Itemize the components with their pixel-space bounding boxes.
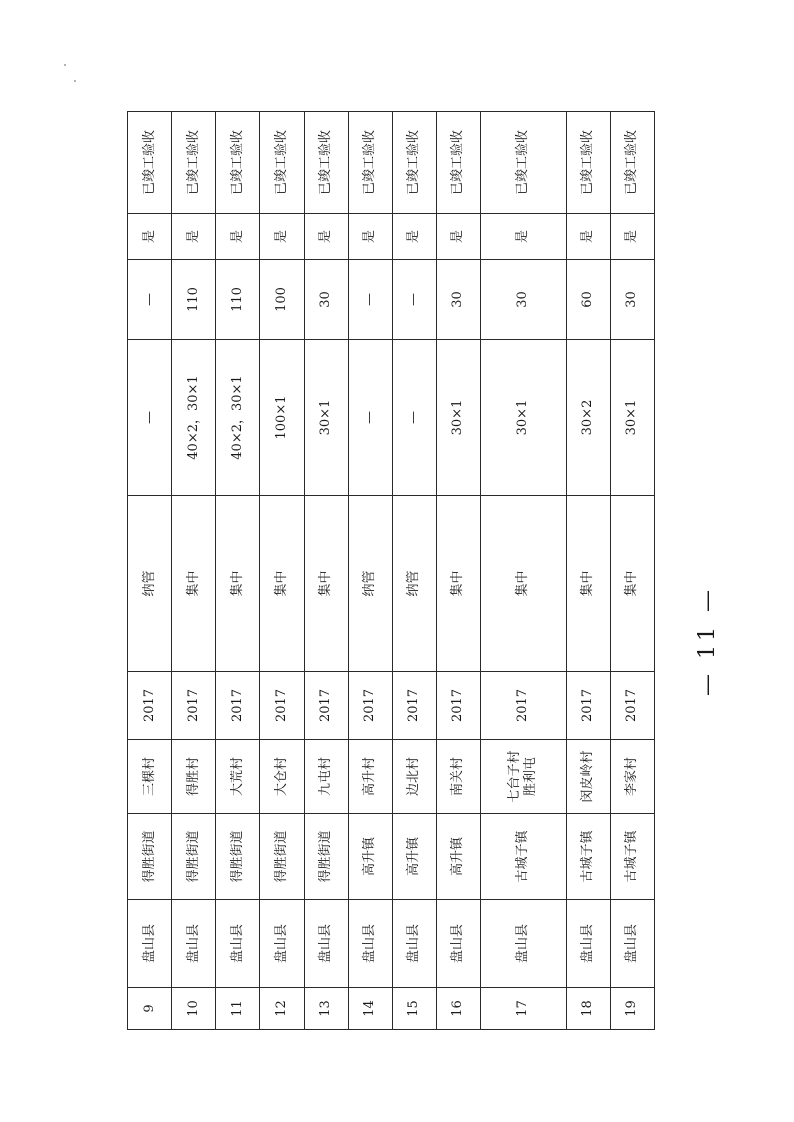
status-cell: 已竣工验收 [436,112,480,214]
status-cell: 已竣工验收 [304,112,348,214]
table-row [566,112,610,1030]
scale-cell: 30×2 [566,340,610,496]
table-row [481,112,567,1030]
flag-cell: 是 [566,214,610,260]
village-line: 七台子村 [507,750,523,803]
capacity-cell: 60 [566,260,610,340]
capacity-cell: 30 [610,260,654,340]
table-row [610,112,654,1030]
village-line: 胜利屯 [523,757,539,797]
row-number-cell: 18 [566,988,610,1030]
mode-cell: 集中 [610,496,654,672]
status-cell: 已竣工验收 [216,112,260,214]
village-cell: 得胜村 [172,740,216,814]
flag-cell: 是 [436,214,480,260]
status-cell: 已竣工验收 [481,112,567,214]
village-cell: 高升村 [348,740,392,814]
capacity-cell: — [128,260,172,340]
scale-cell: 30×1 [610,340,654,496]
page-number-wrapper [688,561,728,721]
capacity-cell: 110 [216,260,260,340]
page-number: — 11 — [695,586,720,696]
capacity-cell: 30 [481,260,567,340]
year-cell: 2017 [566,672,610,740]
town-cell: 高升镇 [392,814,436,900]
flag-cell: 是 [610,214,654,260]
village-cell: 李家村 [610,740,654,814]
capacity-cell: 30 [304,260,348,340]
town-cell: 得胜街道 [260,814,304,900]
scale-cell: 30×1 [481,340,567,496]
table-row [128,112,172,1030]
flag-cell: 是 [128,214,172,260]
county-cell: 盘山县 [566,900,610,988]
county-cell: 盘山县 [260,900,304,988]
mode-cell: 集中 [260,496,304,672]
table-body [128,112,655,1030]
village-cell: 南关村 [436,740,480,814]
row-number-cell: 9 [128,988,172,1030]
flag-cell: 是 [304,214,348,260]
year-cell: 2017 [610,672,654,740]
data-table [127,111,655,1030]
capacity-cell: 100 [260,260,304,340]
scale-cell: 100×1 [260,340,304,496]
flag-cell: 是 [392,214,436,260]
scale-cell: — [348,340,392,496]
year-cell: 2017 [436,672,480,740]
village-cell: 大仓村 [260,740,304,814]
village-cell [481,740,567,814]
mode-cell: 纳管 [392,496,436,672]
county-cell: 盘山县 [304,900,348,988]
table-row [348,112,392,1030]
flag-cell: 是 [348,214,392,260]
table-row [392,112,436,1030]
flag-cell: 是 [481,214,567,260]
year-cell: 2017 [304,672,348,740]
scale-cell: — [128,340,172,496]
year-cell: 2017 [260,672,304,740]
town-cell: 得胜街道 [128,814,172,900]
capacity-cell: — [392,260,436,340]
county-cell: 盘山县 [172,900,216,988]
table-row [172,112,216,1030]
row-number-cell: 19 [610,988,654,1030]
status-cell: 已竣工验收 [348,112,392,214]
year-cell: 2017 [216,672,260,740]
town-cell: 高升镇 [348,814,392,900]
village-cell: 闵皮岭村 [566,740,610,814]
row-number-cell: 13 [304,988,348,1030]
table-row [436,112,480,1030]
capacity-cell: — [348,260,392,340]
scan-speck [74,80,76,82]
town-cell: 高升镇 [436,814,480,900]
status-cell: 已竣工验收 [172,112,216,214]
town-cell: 得胜街道 [216,814,260,900]
county-cell: 盘山县 [392,900,436,988]
year-cell: 2017 [348,672,392,740]
status-cell: 已竣工验收 [610,112,654,214]
year-cell: 2017 [172,672,216,740]
capacity-cell: 110 [172,260,216,340]
year-cell: 2017 [481,672,567,740]
village-cell: 边北村 [392,740,436,814]
mode-cell: 集中 [172,496,216,672]
year-cell: 2017 [392,672,436,740]
town-cell: 古城子镇 [481,814,567,900]
status-cell: 已竣工验收 [260,112,304,214]
town-cell: 古城子镇 [566,814,610,900]
flag-cell: 是 [216,214,260,260]
rotated-table-wrapper [127,112,655,1030]
county-cell: 盘山县 [216,900,260,988]
row-number-cell: 14 [348,988,392,1030]
status-cell: 已竣工验收 [392,112,436,214]
table-row [304,112,348,1030]
capacity-cell: 30 [436,260,480,340]
scale-cell: 40×2，30×1 [216,340,260,496]
mode-cell: 集中 [481,496,567,672]
scale-cell: 40×2，30×1 [172,340,216,496]
mode-cell: 集中 [436,496,480,672]
table-row [216,112,260,1030]
mode-cell: 集中 [304,496,348,672]
county-cell: 盘山县 [610,900,654,988]
county-cell: 盘山县 [481,900,567,988]
scale-cell: 30×1 [304,340,348,496]
mode-cell: 纳管 [128,496,172,672]
village-cell: 三棵村 [128,740,172,814]
county-cell: 盘山县 [128,900,172,988]
table-row [260,112,304,1030]
scale-cell: — [392,340,436,496]
status-cell: 已竣工验收 [566,112,610,214]
row-number-cell: 17 [481,988,567,1030]
row-number-cell: 16 [436,988,480,1030]
year-cell: 2017 [128,672,172,740]
row-number-cell: 12 [260,988,304,1030]
mode-cell: 纳管 [348,496,392,672]
flag-cell: 是 [260,214,304,260]
row-number-cell: 15 [392,988,436,1030]
village-cell: 九屯村 [304,740,348,814]
flag-cell: 是 [172,214,216,260]
mode-cell: 集中 [216,496,260,672]
town-cell: 得胜街道 [172,814,216,900]
row-number-cell: 10 [172,988,216,1030]
status-cell: 已竣工验收 [128,112,172,214]
village-cell: 大荒村 [216,740,260,814]
row-number-cell: 11 [216,988,260,1030]
scan-speck [64,64,66,66]
county-cell: 盘山县 [348,900,392,988]
mode-cell: 集中 [566,496,610,672]
county-cell: 盘山县 [436,900,480,988]
scale-cell: 30×1 [436,340,480,496]
town-cell: 得胜街道 [304,814,348,900]
town-cell: 古城子镇 [610,814,654,900]
